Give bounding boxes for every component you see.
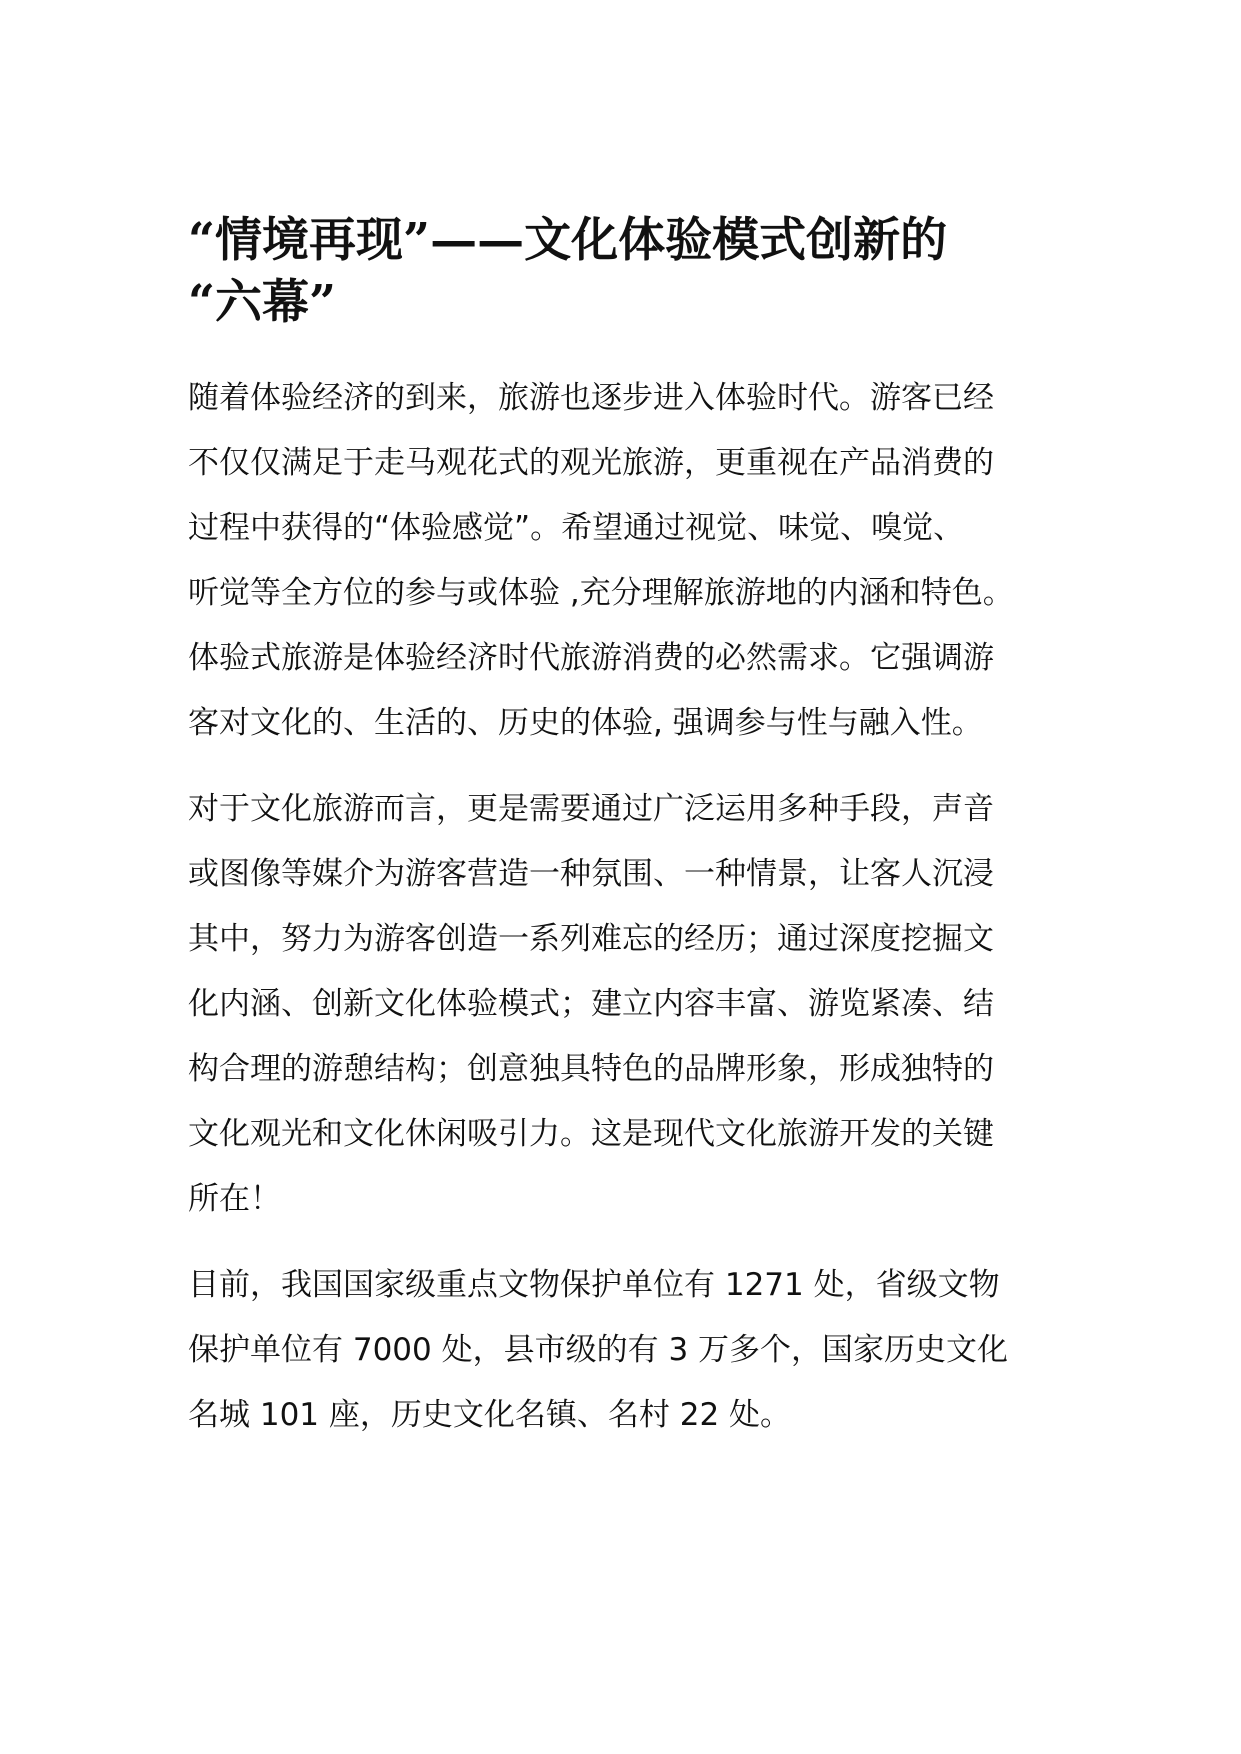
paragraph-line: 名城 101 座，历史文化名镇、名村 22 处。	[188, 1397, 792, 1433]
paragraph-line: 不仅仅满足于走马观花式的观光旅游，更重视在产品消费的	[188, 445, 994, 481]
paragraph-line: 目前，我国国家级重点文物保护单位有 1271 处，省级文物	[188, 1267, 1000, 1303]
paragraph-line: 其中，努力为游客创造一系列难忘的经历；通过深度挖掘文	[188, 921, 994, 957]
paragraph-line: 过程中获得的“体验感觉”。希望通过视觉、味觉、嗅觉、	[188, 510, 965, 546]
paragraph-line: 所在！	[188, 1181, 281, 1217]
paragraph-experience-tourism	[188, 366, 1056, 756]
title-line: “六幕”	[188, 275, 337, 330]
document-content	[188, 210, 1056, 1448]
paragraph-line: 构合理的游憩结构；创意独具特色的品牌形象，形成独特的	[188, 1051, 994, 1087]
paragraph-line: 文化观光和文化休闲吸引力。这是现代文化旅游开发的关键	[188, 1116, 994, 1152]
paragraph-line: 对于文化旅游而言，更是需要通过广泛运用多种手段，声音	[188, 791, 994, 827]
paragraph-heritage-statistics	[188, 1253, 1056, 1448]
paragraph-line: 体验式旅游是体验经济时代旅游消费的必然需求。它强调游	[188, 640, 994, 676]
paragraph-line: 客对文化的、生活的、历史的体验, 强调参与性与融入性。	[188, 705, 983, 741]
title-line: “情境再现”——文化体验模式创新的	[188, 213, 948, 268]
document-title	[188, 210, 1056, 334]
paragraph-line: 化内涵、创新文化体验模式；建立内容丰富、游览紧凑、结	[188, 986, 994, 1022]
paragraph-line: 或图像等媒介为游客营造一种氛围、一种情景，让客人沉浸	[188, 856, 994, 892]
paragraph-cultural-tourism	[188, 777, 1056, 1232]
paragraph-line: 随着体验经济的到来，旅游也逐步进入体验时代。游客已经	[188, 380, 994, 416]
paragraph-line: 听觉等全方位的参与或体验 ,充分理解旅游地的内涵和特色。	[188, 575, 1014, 611]
paragraph-line: 保护单位有 7000 处，县市级的有 3 万多个，国家历史文化	[188, 1332, 1009, 1368]
